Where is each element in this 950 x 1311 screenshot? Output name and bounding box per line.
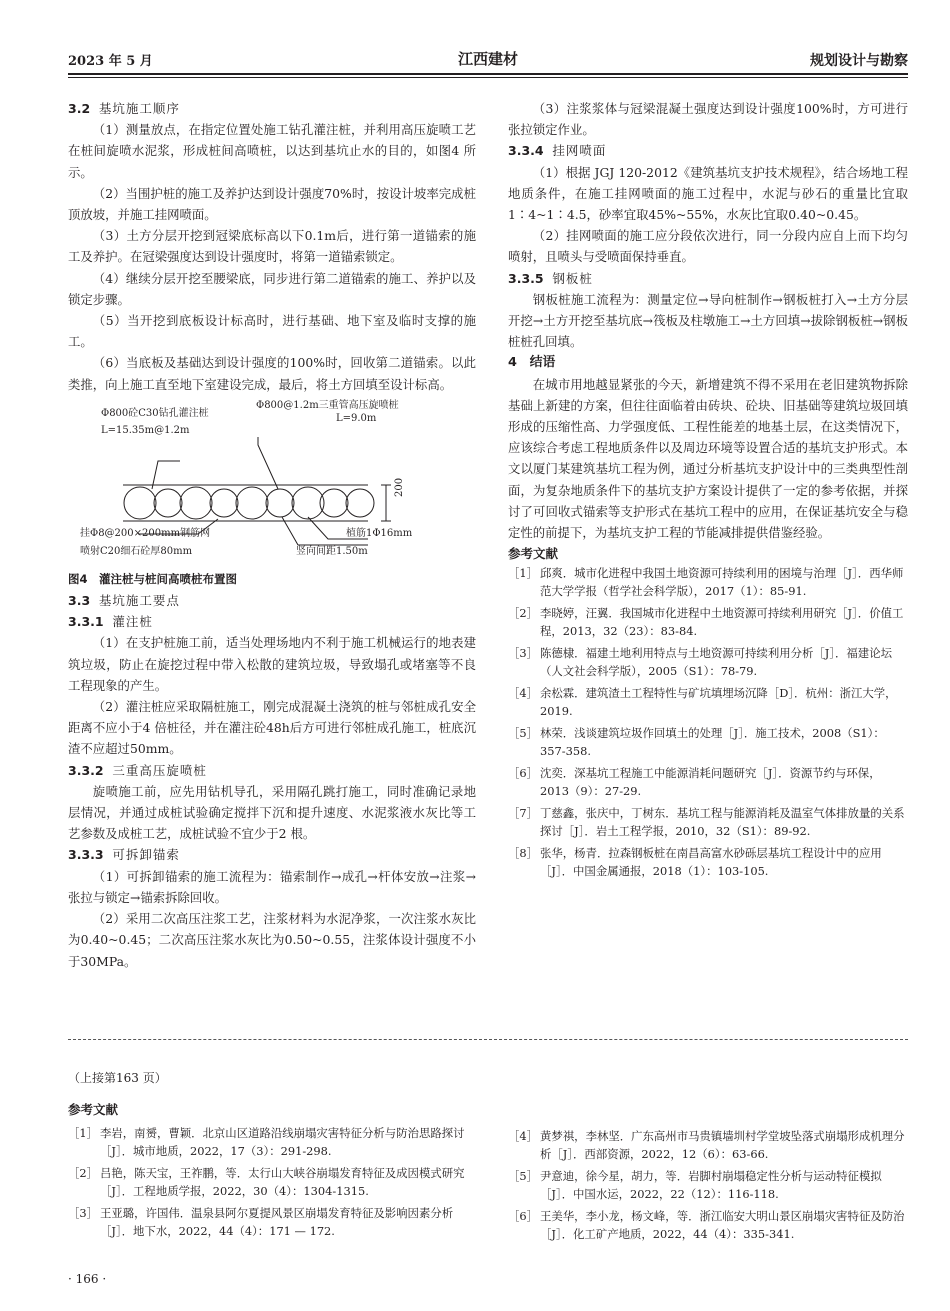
journal-name: 江西建材	[457, 50, 518, 68]
paragraph: （3）注浆浆体与冠梁混凝土强度达到设计强度100%时，方可进行张拉锁定作业。	[508, 101, 908, 138]
reference-item: ［3］ 陈德棣．福建土地利用特点与土地资源可持续利用分析［J］．福建论坛（人文社会科学版），2005（S1）：78-79.	[508, 646, 892, 679]
paragraph: （4）继续分层开挖至腰梁底，同步进行第二道锚索的施工、养护以及锁定步骤。	[68, 270, 476, 307]
paragraph: （5）当开挖到底板设计标高时，进行基础、地下室及临时支撑的施工。	[68, 313, 476, 350]
section-heading-3-3-4: 3.3.4 挂网喷面	[508, 143, 607, 159]
paragraph: （1）在支护桩施工前，适当处理场地内不利于施工机械运行的地表建筑垃圾，防止在旋挖过程中带入松散的建筑垃圾，导致塌孔或堵塞等不良工程现象的产生。	[68, 635, 476, 693]
bottom-references-heading: 参考文献	[68, 1102, 119, 1117]
section-heading-3-3-5: 3.3.5 钢板桩	[508, 270, 593, 286]
reference-item: ［5］ 林荣．浅谈建筑垃圾作回填土的处理［J］．施工技术，2008（S1）：357-358.	[508, 726, 885, 759]
reference-item: ［8］ 张华，杨青．拉森钢板桩在南昌高富水砂砾层基坑工程设计中的应用［J］．中国金属通报，2018（1）：103-105.	[508, 846, 882, 879]
left-column	[68, 98, 476, 972]
label-bored-pile: Φ800砼C30钻孔灌注桩 L=15.35m@1.2m	[101, 407, 209, 436]
label-mesh: 挂Φ8@200×200mm钢筋网 喷射C20细石砼厚80mm	[80, 527, 211, 557]
header-rule-thin	[68, 77, 908, 78]
paragraph: （1）测量放点，在指定位置处施工钻孔灌注桩，并利用高压旋喷工艺在桩间旋喷水泥浆，形成桩间高喷桩，以达到基坑止水的目的，如图4 所示。	[68, 122, 476, 180]
header-rule-thick	[68, 73, 908, 75]
reference-item: ［4］ 余松霖．建筑渣土工程特性与矿坑填埋场沉降［D］．杭州：浙江大学，2019.	[508, 686, 897, 719]
bottom-references-right	[508, 1127, 908, 1247]
paragraph: （2）灌注桩应采取隔桩施工，刚完成混凝土浇筑的桩与邻桩成孔安全距离不应小于4 倍桩径，并在灌注砼48h后方可进行邻桩成孔施工，桩底沉渣不应超过50mm。	[68, 699, 476, 757]
jet-grout-pile	[154, 489, 182, 517]
bored-pile	[292, 487, 324, 519]
reference-item: ［7］ 丁慈鑫，张庆中，丁树东．基坑工程与能源消耗及温室气体排放量的关系探讨［J］．岩土工程学报，2010，32（S1）：89-92.	[508, 806, 905, 839]
section-heading-3-3-1: 3.3.1 灌注桩	[68, 614, 153, 630]
jet-grout-pile	[266, 489, 294, 517]
paragraph: （2）当围护桩的施工及养护达到设计强度70%时，按设计坡率完成桩顶放坡，并施工挂网喷面。	[68, 185, 476, 223]
paragraph: 在城市用地越显紧张的今天，新增建筑不得不采用在老旧建筑物拆除基础上新建的方案，但往往面临着由砖块、砼块、旧基础等建筑垃圾回填形成的压缩性高、力学强度低、工程性能差的地基土层，在这类情况下，应该综合考虑工程地质条件以及周边环境等设置合适的基坑支护形式。本文以厦门某建筑基坑工程为例，通过分析基坑支护设计中的三类典型性剖面，为复杂地质条件下的基坑支护方案设计提供了一定的参考依据，并探讨了可回收式锚索等支护形式在基坑工程中的应用，在保证基坑安全与稳定性的前提下，为基坑支护工程的节能减排提供借鉴经验。	[508, 376, 908, 541]
section-heading-4: 4 结语	[508, 355, 556, 371]
bottom-references-left	[68, 1100, 476, 1244]
figure-caption: 图4 灌注桩与桩间高喷桩布置图	[68, 571, 237, 586]
reference-item: ［6］ 王美华，李小龙，杨文峰，等．浙江临安大明山景区崩塌灾害特征及防治［J］．化工矿产地质，2022，44（4）：335-341.	[508, 1209, 905, 1241]
header-date: 2023 年 5 月	[68, 54, 153, 69]
paragraph: 钢板桩施工流程为：测量定位→导向桩制作→钢板桩打入→土方分层开挖→土方开挖至基坑底→筏板及柱墩施工→土方回填→拔除钢板桩→钢板桩桩孔回填。	[508, 291, 908, 350]
figure-4	[68, 399, 476, 569]
right-column	[508, 98, 908, 884]
running-header	[68, 50, 908, 72]
paragraph: 旋喷施工前，应先用钻机导孔，采用隔孔跳打施工，同时准确记录地层情况，并通过成桩试验确定搅拌下沉和提升速度、水泥浆液水灰比等工艺参数及成桩工艺，成桩试验不宜少于2 根。	[68, 783, 476, 842]
reference-item: ［6］ 沈奕．深基坑工程施工中能源消耗问题研究［J］．资源节约与环保，2013（9）：27-29.	[508, 766, 881, 799]
bored-pile	[346, 489, 374, 517]
reference-item: ［1］ 邱爽．城市化进程中我国土地资源可持续利用的困境与治理［J］．西华师范大学学报（哲学社会科学版），2017（1）：85-91.	[508, 566, 904, 599]
paragraph: （3）土方分层开挖到冠梁底标高以下0.1m后，进行第一道锚索的施工及养护。在冠梁强度达到设计强度时，将第一道锚索锁定。	[68, 228, 476, 265]
section-heading-3-3: 3.3 基坑施工要点	[68, 593, 180, 609]
reference-item: ［1］ 李岩，南赟，曹颖．北京山区道路沿线崩塌灾害特征分析与防治思路探讨［J］．城市地质，2022，17（3）：291-298.	[68, 1126, 465, 1158]
section-divider	[68, 1039, 908, 1040]
jet-grout-pile	[210, 489, 238, 517]
reference-list	[508, 564, 908, 880]
reference-item: ［2］ 李晓婷，汪翼．我国城市化进程中土地资源可持续利用研究［J］．价值工程，2013，32（23）：83-84.	[508, 606, 904, 639]
section-heading-3-3-3: 3.3.3 可拆卸锚索	[68, 847, 180, 863]
reference-item: ［3］ 王亚璐，许国伟．温泉县阿尔夏提风景区崩塌发育特征及影响因素分析［J］．地下水，2022，44（4）：171 — 172.	[68, 1206, 454, 1238]
leader-line	[258, 437, 278, 489]
section-heading-3-2: 3.2 基坑施工顺序	[68, 101, 180, 116]
dimension-label: 200	[394, 477, 405, 497]
section-heading-3-3-2: 3.3.2 三重高压旋喷桩	[68, 762, 207, 778]
bored-pile	[180, 487, 212, 519]
reference-item: ［2］ 吕艳，陈天宝，王祚鹏，等．太行山大峡谷崩塌发育特征及成因模式研究［J］．工程地质学报，2022，30（4）：1304-1315.	[68, 1166, 465, 1198]
page-number: · 166 ·	[68, 1272, 107, 1286]
paragraph: （2）挂网喷面的施工应分段依次进行，同一分段内应自上而下均匀喷射，且喷头与受喷面保持垂直。	[508, 228, 908, 265]
bored-pile	[236, 487, 268, 519]
label-rebar: 植筋1Φ16mm 竖向间距1.50m	[296, 527, 413, 557]
paragraph: （2）采用二次高压注浆工艺，注浆材料为水泥净浆，一次注浆水灰比为0.40~0.45；二次高压注浆水灰比为0.50~0.55，注浆体设计强度不小于30MPa。	[68, 911, 476, 969]
references-heading: 参考文献	[508, 546, 559, 562]
header-section: 规划设计与勘察	[810, 53, 908, 69]
reference-item: ［4］ 黄梦祺，李林坚．广东高州市马贵镇墙圳村学堂坡坠落式崩塌形成机理分析［J］．西部资源，2022，12（6）：63-66.	[508, 1129, 905, 1161]
label-jet-grout-pile: Φ800@1.2m三重管高压旋喷桩 L=9.0m	[256, 399, 399, 424]
paragraph: （6）当底板及基础达到设计强度的100%时，回收第二道锚索。以此类推，向上施工直至地下室建设完成，最后，将土方回填至设计标高。	[68, 355, 476, 392]
bored-pile	[124, 487, 156, 519]
paragraph: （1）根据 JGJ 120-2012《建筑基坑支护技术规程》，结合场地工程地质条件，在施工挂网喷面的施工过程中，水泥与砂石的重量比宜取1∶4~1∶4.5，砂率宜取45%~55%，水灰比宜取0.40~0.45。	[508, 164, 908, 223]
reference-item: ［5］ 尹意迪，徐今星，胡力，等．岩脚村崩塌稳定性分析与运动特征模拟［J］．中国水运，2022，22（12）：116-118.	[508, 1169, 882, 1201]
paragraph: （1）可拆卸锚索的施工流程为：锚索制作→成孔→杆体安放→注浆→张拉与锁定→锚索拆除回收。	[68, 868, 476, 905]
continued-note: （上接第163 页）	[68, 1071, 167, 1085]
